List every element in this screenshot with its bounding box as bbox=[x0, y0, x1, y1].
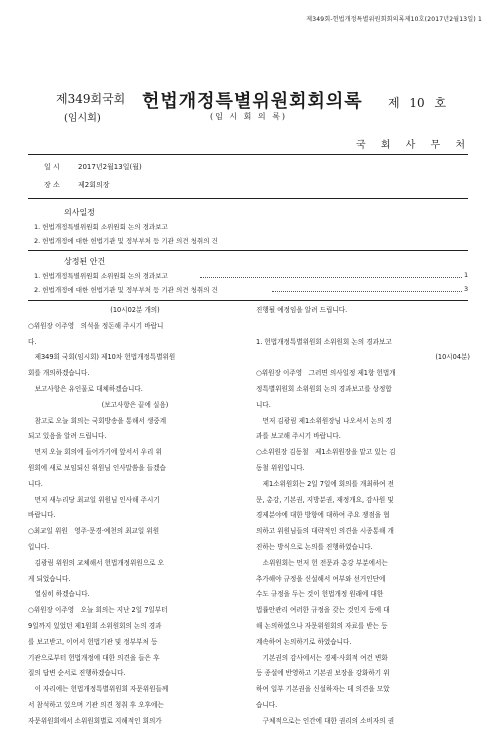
text-line: (보고사항은 끝에 실음) bbox=[101, 400, 169, 409]
page-header: 제349회-헌법개정특별위원회회의록제10호(2017년2월13일) 1 bbox=[306, 16, 482, 23]
text-line: 문, 총강, 기본권, 지방분권, 재정개요, 감사원 및 bbox=[256, 495, 394, 504]
topic-page: 3 bbox=[464, 285, 469, 293]
text-line: 질의 답변 순서로 진행하겠습니다. bbox=[28, 669, 126, 678]
text-line: 기관으로부터 헌법개정에 대한 의견을 들은 후 bbox=[28, 653, 160, 662]
text-line: 정특별위원회 소위원회 논의 경과보고를 상정합 bbox=[256, 384, 392, 393]
session-type: (임시회) bbox=[64, 113, 101, 124]
text-line: 법률안관리 여러한 규정을 갖는 것인지 등에 대 bbox=[256, 606, 390, 615]
text-line: 1. 헌법개정특별위원회 소위원회 논의 경과보고 bbox=[256, 337, 392, 346]
text-line: 열심히 하겠습니다. bbox=[28, 590, 90, 599]
text-line: 원회에 새로 보임되신 위원님 인사말씀을 들겠습 bbox=[28, 463, 166, 472]
agenda-rule bbox=[28, 250, 468, 251]
speaker-line: ○위원장 이주영 오늘 회의는 지난 2일 7일부터 bbox=[28, 606, 168, 615]
text-line: 니다. bbox=[256, 400, 271, 409]
text-line: 이 자리에는 헌법개정특별위원회 자문위원들께 bbox=[28, 685, 169, 694]
text-line: 니다. bbox=[28, 479, 43, 488]
text-line bbox=[256, 319, 470, 335]
text-line: 추가해야 규정을 신설해서 여부와 선거인단에 bbox=[256, 574, 386, 583]
agenda-item: 1. 헌법개정특별위원회 소위원회 논의 경과보고 bbox=[34, 223, 168, 231]
document-subtitle: (임 시 회 의 록) bbox=[210, 112, 288, 121]
leader-dots bbox=[272, 291, 462, 292]
agenda-item: 2. 헌법개정에 대한 헌법기관 및 정부부처 등 기관 의견 청취의 건 bbox=[34, 237, 218, 245]
text-line: 먼저 새누리당 최교일 위원님 인사해 주시기 bbox=[28, 495, 160, 504]
text-line: 제1소위원회는 2일 7일에 회의를 개최하여 전 bbox=[256, 479, 394, 488]
session-number: 제349회국회 bbox=[56, 92, 126, 106]
text-line: (10시02분 개의) bbox=[110, 306, 160, 314]
text-line: 진하는 방식으로 논의를 진행하였습니다. bbox=[256, 542, 373, 551]
topic-item: 1. 헌법개정특별위원회 소위원회 논의 경과보고 bbox=[34, 272, 168, 280]
left-column bbox=[28, 303, 242, 730]
meta-rule bbox=[28, 198, 468, 199]
right-column bbox=[256, 303, 470, 730]
text-line: 수도 규정을 두는 것이 헌법개정 원래에 대한 bbox=[256, 590, 384, 599]
place-label: 장 소 bbox=[44, 181, 60, 189]
topic-page: 1 bbox=[464, 271, 469, 279]
text-line: 9일까지 있었던 제1원회 소위원회의 논의 경과 bbox=[28, 621, 162, 630]
leader-dots bbox=[200, 277, 462, 278]
text-line: 동철 위원입니다. bbox=[256, 463, 305, 472]
text-line: 서 참석하고 있으며 기관 의견 청취 후 오후에는 bbox=[28, 700, 164, 709]
text-line: 진행될 예정임을 알려 드립니다. bbox=[256, 306, 348, 314]
place-value: 제2회의장 bbox=[78, 181, 110, 189]
text-line: 다. bbox=[28, 337, 37, 346]
topics-heading: 상정된 안건 bbox=[64, 257, 106, 266]
text-line: 참고로 오늘 회의는 국회방송을 통해서 생중계 bbox=[28, 416, 167, 425]
text-line: 해 논의하였으나 자문위원회의 자료를 받는 등 bbox=[256, 621, 388, 630]
date-value: 2017년2월13일(월) bbox=[78, 163, 142, 171]
text-line: 계속하여 논의하기로 하였습니다. bbox=[256, 637, 352, 646]
text-line: 먼저 오늘 회의에 들어가기에 앞서서 우리 위 bbox=[28, 448, 162, 457]
text-line: 습니다. bbox=[256, 700, 278, 709]
text-line: 를 보고받고, 이어서 헌법기관 및 정부부처 등 bbox=[28, 637, 158, 646]
text-line: 구체적으로는 인간에 대한 권리의 소비자의 권 bbox=[256, 716, 395, 725]
text-line: 기본권의 감사에서는 경제·사회적 여건 변화 bbox=[256, 653, 388, 662]
text-line: 먼저 김광림 제1소위원장님 나오셔서 논의 경 bbox=[256, 416, 392, 425]
date-label: 일 시 bbox=[44, 163, 60, 171]
text-line: 의하고 위원님들의 대략적인 의견을 시종통해 개 bbox=[256, 527, 394, 536]
text-line: 경제분야에 대한 방향에 대하여 주요 쟁점을 협 bbox=[256, 511, 390, 520]
top-rule bbox=[28, 154, 468, 155]
text-line: 제349회 국회(임시회) 제10차 헌법개정특별위원 bbox=[28, 353, 176, 362]
text-line: 보고사항은 유인물로 대체하겠습니다. bbox=[28, 384, 143, 393]
text-line: 과를 보고해 주시기 바랍니다. bbox=[256, 432, 341, 441]
text-line: 회를 개의하겠습니다. bbox=[28, 369, 90, 378]
text-line: 자문위원회에서 소위원회별로 지해적인 회의가 bbox=[28, 716, 162, 725]
text-line: 되고 있음을 알려 드립니다. bbox=[28, 432, 107, 441]
speaker-line: ○위원장 이주영 그러면 의사일정 제1항 헌법개 bbox=[256, 369, 396, 378]
contents-rule bbox=[28, 300, 468, 301]
issue-number: 제 10 호 bbox=[388, 96, 447, 110]
text-line: 바랍니다. bbox=[28, 511, 56, 520]
speaker-line: ○최교일 위원 영주·문경·예천의 최교일 위원 bbox=[28, 527, 160, 536]
text-line: 김광림 위원의 교체해서 헌법개정위원으로 오 bbox=[28, 558, 164, 567]
agenda-heading: 의사일정 bbox=[64, 208, 95, 217]
publisher: 국 회 사 무 처 bbox=[356, 140, 472, 151]
text-line: 입니다. bbox=[28, 542, 50, 551]
text-line: 게 되었습니다. bbox=[28, 574, 71, 583]
text-line: (10시04분) bbox=[435, 353, 470, 362]
topic-item: 2. 헌법개정에 대한 헌법기관 및 정부부처 등 기관 의견 청취의 건 bbox=[34, 286, 218, 294]
speaker-line: ○위원장 이주영 의석을 정돈해 주시기 바랍니 bbox=[28, 321, 164, 330]
document-title: 헌법개정특별위원회회의록 bbox=[142, 91, 363, 112]
text-line: 소위원회는 먼저 헌 전문과 총강 부분에서는 bbox=[256, 558, 388, 567]
text-line: 하여 일부 기본권을 신설하자는 데 의견을 모았 bbox=[256, 685, 390, 694]
text-line: 등 종설에 반영하고 기본권 보장을 강화하기 위 bbox=[256, 669, 390, 678]
speaker-line: ○소위원장 김동철 제1소위원장을 맡고 있는 김 bbox=[256, 448, 396, 457]
